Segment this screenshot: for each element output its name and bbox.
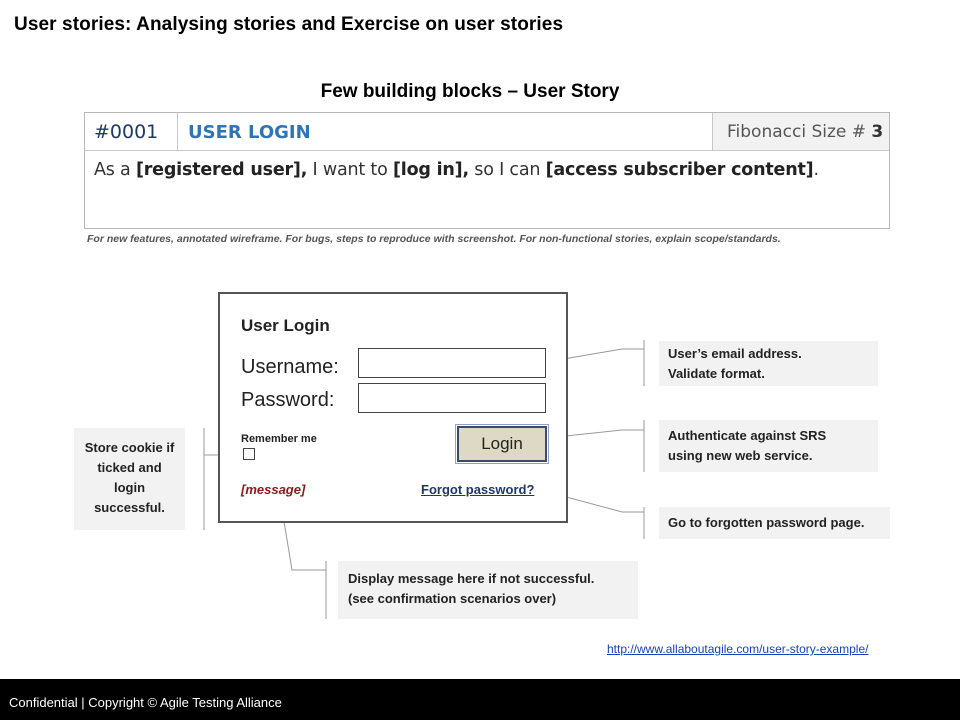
slide-subtitle: Few building blocks – User Story [320, 81, 620, 102]
story-sentence [94, 160, 819, 180]
callout-cookie [74, 428, 185, 530]
callout-forgot-line: Go to forgotten password page. [668, 515, 865, 530]
callout-login [659, 420, 878, 472]
wireframe-title: User Login [241, 316, 330, 335]
forgot-password-link[interactable]: Forgot password? [421, 482, 535, 497]
story-card [84, 112, 890, 229]
story-i-want-to: I want to [312, 160, 388, 180]
username-label: Username: [241, 356, 339, 378]
story-end: . [813, 160, 819, 180]
remember-me-label: Remember me [241, 433, 317, 445]
message-placeholder: [message] [241, 482, 306, 497]
login-wireframe [218, 292, 568, 523]
callout-login-line: using new web service. [668, 448, 813, 463]
callout-username [659, 341, 878, 386]
footer-copyright: Confidential | Copyright © Agile Testing Alliance [9, 695, 282, 710]
story-so-i-can: so I can [474, 160, 541, 180]
callout-cookie-line: Store cookie if [84, 440, 175, 455]
story-id: #0001 [85, 113, 178, 151]
remember-me-checkbox[interactable] [243, 448, 255, 460]
username-input[interactable] [358, 348, 546, 378]
callout-cookie-line: login [113, 480, 146, 495]
footer-bar [0, 679, 960, 720]
story-role: [registered user], [135, 160, 308, 180]
callout-message [338, 561, 638, 619]
slide-title: User stories: Analysing stories and Exercise on user stories [14, 14, 564, 35]
story-size-label: Fibonacci Size # [727, 122, 867, 142]
password-label: Password: [241, 389, 335, 411]
story-footnote: For new features, annotated wireframe. For bugs, steps to reproduce with screenshot. For non-functional stories, explain scope/standards. [87, 233, 781, 245]
callout-username-line: User’s email address. [668, 346, 802, 361]
story-as-a: As a [94, 160, 131, 180]
callout-forgot-password [659, 507, 890, 539]
story-size-value: 3 [871, 122, 884, 142]
story-title: USER LOGIN [178, 113, 712, 151]
callout-cookie-line: successful. [94, 500, 165, 515]
login-button[interactable]: Login [457, 426, 547, 462]
password-input[interactable] [358, 383, 546, 413]
story-benefit: [access subscriber content] [545, 160, 814, 180]
story-goal: [log in], [392, 160, 469, 180]
callout-cookie-line: ticked and [97, 460, 162, 475]
callout-message-line: Display message here if not successful. [348, 571, 595, 586]
source-link[interactable]: http://www.allaboutagile.com/user-story-example/ [607, 642, 869, 656]
callout-message-line: (see confirmation scenarios over) [348, 591, 557, 606]
story-size [712, 113, 889, 151]
callout-login-line: Authenticate against SRS [668, 428, 827, 443]
leader-line-login [556, 430, 644, 437]
callout-username-line: Validate format. [668, 366, 765, 381]
